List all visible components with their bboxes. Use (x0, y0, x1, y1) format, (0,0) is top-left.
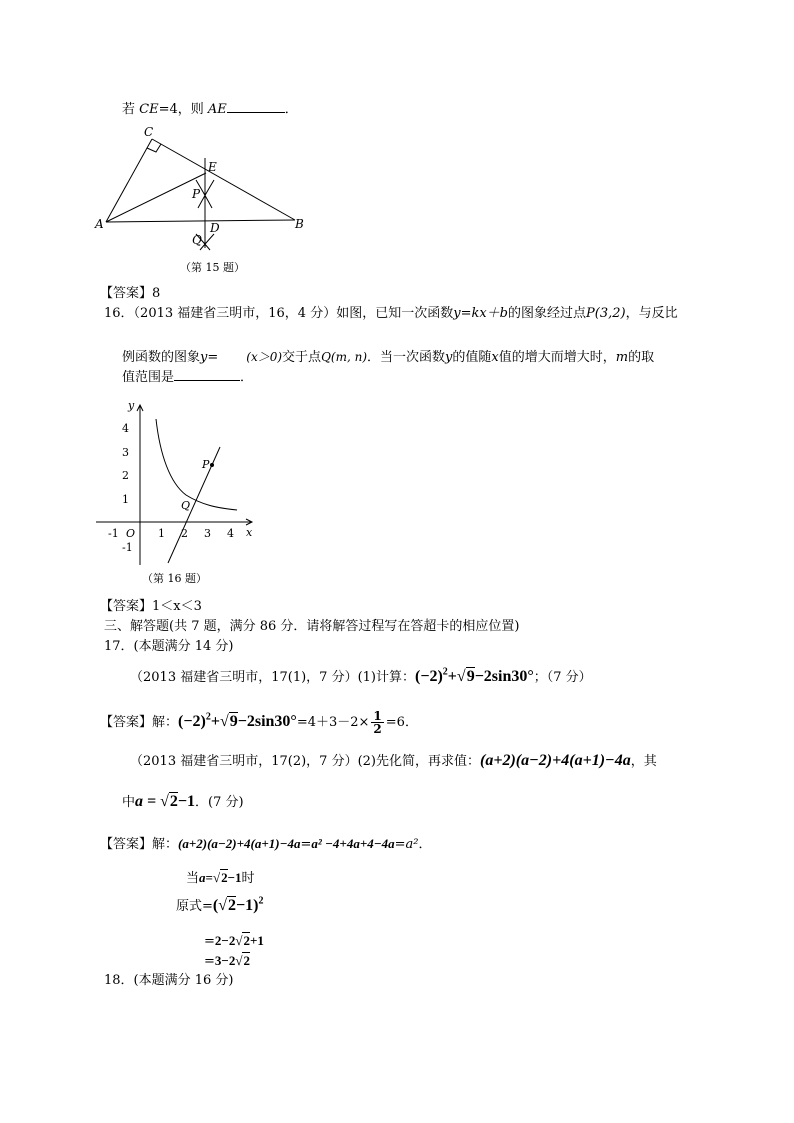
label-c: C (144, 125, 154, 139)
fraction-one-half: $\frac{1}{2}$ (373, 709, 382, 736)
xtick-2: 2 (181, 527, 188, 540)
arc-q2 (200, 234, 214, 250)
q18-header: 18．(本题满分 16 分) (104, 973, 234, 988)
segment-ae (106, 173, 206, 222)
section-3-title: 三、解答题(共 7 题，满分 86 分．请将解答过程写在答超卡的相应位置) (104, 619, 520, 634)
label-b: B (295, 217, 304, 231)
q16-answer: 【答案】1＜x＜3 (100, 599, 202, 614)
ytick-4: 4 (122, 422, 129, 435)
q16-line3: 值范围是 ． (122, 370, 254, 385)
point-p-label: P (202, 458, 210, 471)
point-p-dot (210, 463, 214, 467)
xtick-3: 3 (204, 527, 211, 540)
ytick-neg1: -1 (122, 541, 133, 554)
label-d: D (210, 221, 220, 235)
q17-original: 原式$=(√2-1)^2$ (176, 895, 264, 914)
axis-x-label: x (246, 526, 253, 539)
q15-line: 若 CE=4，则 AE ． (122, 102, 298, 117)
axis-y-label: y (128, 399, 135, 412)
xtick-neg1: -1 (108, 527, 119, 540)
figure-15-caption: （第 15 题） (180, 261, 245, 274)
point-q-label: Q (181, 499, 191, 512)
figure-15 (92, 120, 312, 280)
segment-cb (152, 139, 295, 220)
label-e: E (208, 160, 217, 174)
q15-ae: AE (207, 102, 227, 117)
q15-blank (227, 100, 285, 113)
q16-blank (174, 368, 240, 381)
origin-label: O (126, 527, 136, 540)
xtick-4: 4 (227, 527, 234, 540)
segment-ab (106, 220, 295, 222)
ytick-1: 1 (122, 493, 129, 506)
q17-part2-line2: 中a = √2−1．(7 分) (122, 793, 244, 810)
ytick-2: 2 (122, 469, 129, 482)
q17-step2: =3−2√2 (204, 953, 250, 969)
label-p: P (192, 187, 201, 201)
q17-answer2: 【答案】解：(a+2)(a−2)+4(a+1)−4a=a² −4+4a+4−4a=a²． (100, 836, 432, 852)
xtick-1: 1 (158, 527, 165, 540)
q16-line2: 例函数的图象y= (x＞0)交于点Q(m, n)．当一次函数y的值随x值的增大而增大时，m的取 (122, 350, 655, 365)
hyperbola-curve (156, 419, 237, 510)
label-a: A (95, 217, 104, 231)
q17-part2: （2013 福建省三明市，17(2)，7 分）(2)先化简，再求值：(a+2)(a−2)+4(a+1)−4a，其 (130, 752, 657, 769)
figure-16 (92, 395, 262, 595)
q17-step1: =2−2√2+1 (204, 933, 264, 949)
label-q: Q (192, 233, 202, 247)
q15-ce: CE (139, 102, 159, 117)
q17-answer1: 【答案】解：$(-2)^2+√9-2\sin 30^\circ=4+3-2\times$ $\frac{1}{2}$ =6． (100, 709, 418, 736)
q17-header: 17．(本题满分 14 分) (104, 639, 234, 654)
ytick-3: 3 (122, 446, 129, 459)
q17-part1: （2013 福建省三明市，17(1)，7 分）(1)计算：$(-2)^2+√9-2\sin 30^\circ$；（7 分） (130, 666, 592, 685)
q15-answer: 【答案】8 (100, 286, 161, 301)
q16-line1: 16．（2013 福建省三明市，16，4 分）如图，已知一次函数y=kx＋b的图象经过点P(3,2)，与反比 (104, 306, 678, 321)
q17-p1-expression: $(-2)^2+√9-2\sin 30^\circ$ (415, 666, 534, 685)
figure-16-caption: （第 16 题） (142, 572, 207, 585)
arc-p2 (198, 180, 214, 208)
segment-ac (106, 139, 152, 222)
q17-when: 当a=√2−1时 (186, 870, 255, 886)
